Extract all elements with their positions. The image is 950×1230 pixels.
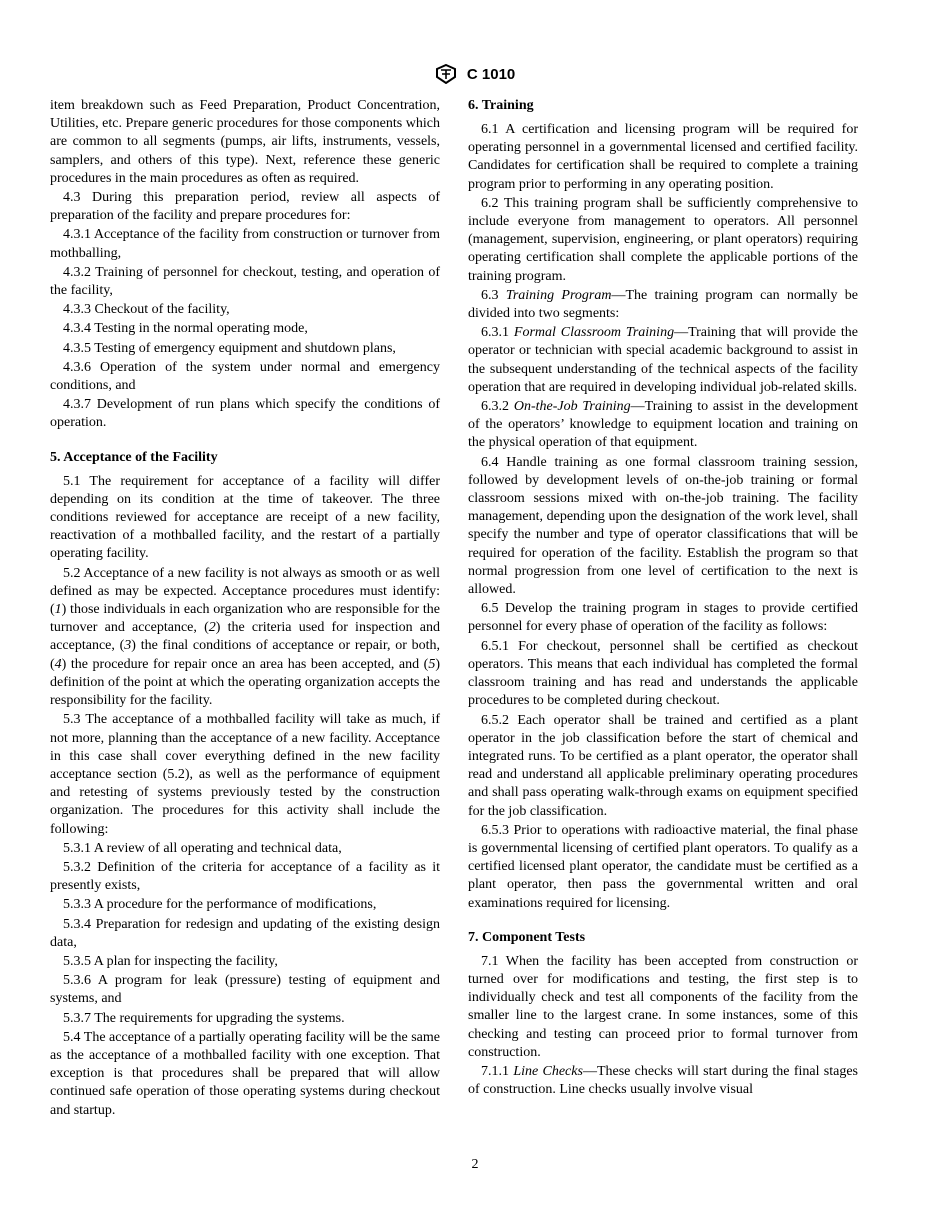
paragraph: 5.3.1 A review of all operating and technical data, [63,840,342,856]
paragraph: 6.4 Handle training as one formal classroom training session, followed by development levels of on-the-job training or formal classroom sessions mixed with on-the-job training. The facility management, depending upon the designation of the work level, shall specify the number and type of operator classifications that will be required for operation of the facility. Establish the program so that normal progression from one level of certification to the next is allowed. [468,454,858,598]
paragraph: 5.3.5 A plan for inspecting the facility, [63,953,278,969]
page-number: 2 [471,1157,479,1172]
paragraph: 7.1.1 Line Checks—These checks will start during the final stages of construction. Line checks usually involve visual [468,1063,858,1098]
section-heading: 7. Component Tests [468,929,586,945]
paragraph: 6.3.1 Formal Classroom Training—Training that will provide the operator or technician with special academic background to assist in the subsequent understanding of the technical aspects of the facility operation that are required in developing individual job-related skills. [468,325,858,395]
designation: C 1010 [466,66,516,83]
paragraph: 6.5.3 Prior to operations with radioactive material, the final phase is governmental licensing of certified plant operators. To qualify as a certified licensed plant operator, the candidate must be certified as a plant operator, then pass the governmental written and oral examinations required for licensing. [468,822,858,911]
paragraph: 5.1 The requirement for acceptance of a facility will differ depending on its condition at the time of takeover. The three conditions reviewed for acceptance are receipt of a new facility, reactivation of a mothballed facility, and the restart of a partially operating facility. [50,473,440,562]
paragraph: 6.3.2 On-the-Job Training—Training to assist in the development of the operators’ knowledge to equipment location and training on the physical operation of that equipment. [468,399,859,451]
paragraph: 4.3.7 Development of run plans which specify the conditions of operation. [50,397,440,431]
paragraph: 5.3.2 Definition of the criteria for acceptance of a facility as it presently exists, [50,859,440,894]
paragraph: 6.3 Training Program—The training program can normally be divided into two segments: [468,287,858,322]
paragraph: 5.3.3 A procedure for the performance of modifications, [63,897,377,913]
paragraph: 5.4 The acceptance of a partially operating facility will be the same as the acceptance of a mothballed facility with one exception. That exception is that procedures shall be prepared that will allow continued safe operation of those operating systems during checkout and startup. [50,1029,440,1118]
section-heading: 5. Acceptance of the Facility [50,449,218,465]
paragraph: 4.3.6 Operation of the system under normal and emergency conditions, and [50,359,440,394]
section-heading: 6. Training [468,98,534,113]
paragraph: item breakdown such as Feed Preparation, Product Concentration, Utilities, etc. Prepare generic procedures for those components which are common to all segments (pumps, air lifts, instruments, vessels, samplers, and others of this type). Next, reference these generic procedures in the main procedures as often as required. [50,98,440,186]
paragraph: 4.3.1 Acceptance of the facility from construction or turnover from mothballing, [50,227,440,261]
left-column [50,97,440,1120]
paragraph: 5.2 Acceptance of a new facility is not always as smooth or as well defined as may be expected. Acceptance procedures must identify: (1) those individuals in each organization who are responsible for the turnover and acceptance, (2) the criteria used for inspection and acceptance, (3) the final conditions of acceptance or repair, or both, (4) the procedure for repair once an area has been accepted, and (5) definition of the point at which the operating organization accepts the responsibility for the facility. [50,565,440,709]
paragraph: 6.1 A certification and licensing program will be required for operating personnel in a governmental licensed and certified facility. Candidates for certification shall be required to complete a training program prior to performing in any operating position. [468,122,858,192]
right-column [468,97,858,1099]
page-header [0,64,950,84]
astm-logo-icon [435,66,467,83]
paragraph: 5.3.6 A program for leak (pressure) testing of equipment and systems, and [50,973,440,1007]
paragraph: 6.5.2 Each operator shall be trained and certified as a plant operator in the job classification before the start of chemical and integrated runs. To be certified as a plant operator, the operator shall read and understand all applicable preliminary operating procedures and shall pass operating walk-through exams on equipment specified for the job classification. [468,712,858,819]
paragraph: 6.5.1 For checkout, personnel shall be certified as checkout operators. This means that each individual has completed the formal classroom training and has read and understands the applicable procedures to be completed during checkout. [468,638,858,709]
paragraph: 5.3.7 The requirements for upgrading the systems. [63,1010,345,1026]
paragraph: 4.3.4 Testing in the normal operating mode, [63,321,308,337]
paragraph: 6.5 Develop the training program in stages to provide certified personnel for every phase of operation of the facility as follows: [468,601,858,635]
paragraph: 4.3.5 Testing of emergency equipment and shutdown plans, [63,340,396,356]
paragraph: 7.1 When the facility has been accepted from construction or turned over for modifications and testing, the first step is to individually check and test all components of the facility from the smaller line to the largest crane. In some instances, some of this checking and testing can proceed prior to formal turnover from construction. [468,953,858,1060]
paragraph: 5.3 The acceptance of a mothballed facility will take as much, if not more, planning than the acceptance of a new facility. Acceptance in this case shall cover everything defined in the new facility acceptance section (5.2), as well as the performance of equipment and retesting of systems previously tested by the construction organization. The procedures for this activity shall include the following: [50,712,440,837]
paragraph: 4.3 During this preparation period, review all aspects of preparation of the facility and prepare procedures for: [50,190,440,224]
paragraph: 6.2 This training program shall be sufficiently comprehensive to include everyone from management to operators. All personnel (management, supervision, engineering, or plant operators) requiring operating certification shall complete the applicable portions of the training program. [468,195,858,284]
paragraph: 4.3.3 Checkout of the facility, [63,302,230,318]
paragraph: 4.3.2 Training of personnel for checkout, testing, and operation of the facility, [50,264,440,299]
paragraph: 5.3.4 Preparation for redesign and updating of the existing design data, [50,916,440,950]
